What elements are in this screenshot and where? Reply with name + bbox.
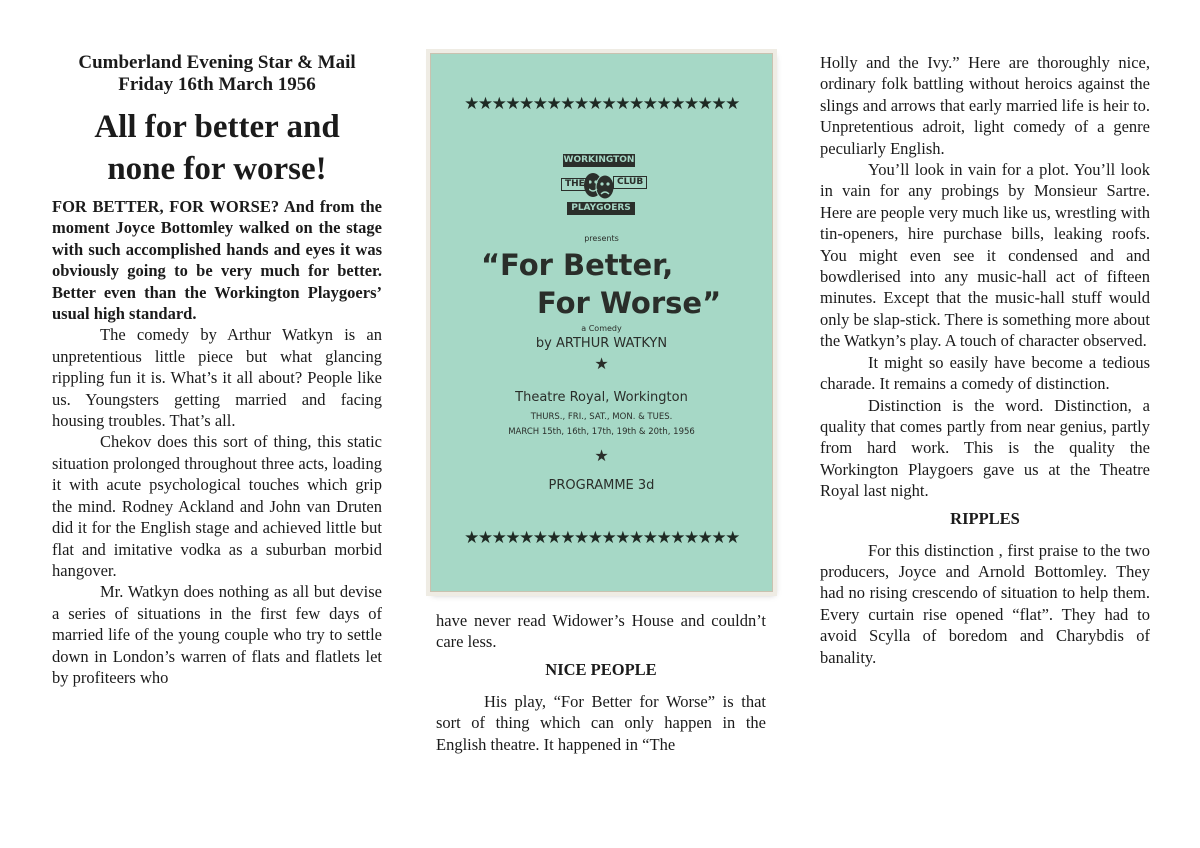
- middle-column: [436, 610, 766, 755]
- logo-playgoers-text: PLAYGOERS: [567, 202, 635, 215]
- star-icon: ★: [594, 354, 609, 373]
- programme-dates: MARCH 15th, 16th, 17th, 19th & 20th, 1956: [508, 427, 695, 437]
- programme-genre: a Comedy: [581, 324, 622, 333]
- lead-paragraph: FOR BETTER, FOR WORSE? And from the moment Joyce Bottomley walked on the stage with such accomplished hands and eyes it was obviously going to be very much for better. Better even than the Workington Playgoers’ usual high standard.: [52, 197, 382, 324]
- masthead-date: Friday 16th March 1956: [118, 74, 316, 95]
- body-paragraph: His play, “For Better for Worse” is that sort of thing which can only happen in the English theatre. It happened in “The: [436, 691, 766, 754]
- programme-days: THURS., FRI., SAT., MON. & TUES.: [530, 412, 673, 422]
- headline: [52, 106, 382, 190]
- programme-price: PROGRAMME 3d: [548, 478, 655, 493]
- programme-cover-image: [430, 53, 773, 592]
- programme-title-line-2: For Worse”: [537, 286, 722, 320]
- continuation-paragraph: have never read Widower’s House and couldn’t care less.: [436, 611, 766, 652]
- subhead-ripples: RIPPLES: [950, 508, 1020, 528]
- headline-line-1: All for better and: [94, 109, 340, 145]
- body-paragraph: For this distinction , first praise to the two producers, Joyce and Arnold Bottomley. They had no rising crescendo of situation to help them. Every curtain rise opened “flat”. They had to avoid Scylla of boredom and Charybdis of banality.: [820, 540, 1150, 667]
- continuation-paragraph: Holly and the Ivy.” Here are thoroughly nice, ordinary folk battling without heroics against the slings and arrows that early married life is heir to. Unpretentious adroit, light comedy of a genre peculiarly English.: [820, 53, 1150, 158]
- subhead-nice-people: NICE PEOPLE: [545, 659, 657, 679]
- programme-author: by ARTHUR WATKYN: [535, 336, 668, 351]
- star-icon: ★: [594, 446, 609, 465]
- programme-title-line-1: “For Better,: [481, 248, 674, 282]
- programme-venue: Theatre Royal, Workington: [515, 390, 688, 405]
- playgoers-club-logo: [561, 154, 645, 220]
- body-paragraph: You’ll look in vain for a plot. You’ll look in vain for any probings by Monsieur Sartre. Here are people very much like us, wrestling with tin-openers, hire purchase bills, leaking roofs. You might even see it condensed and and bowdlerised into any music-hall act of fifteen minutes. Except that the music-hall stuff would only be slap-stick. There is something more about the Watkyn’s play. A touch of character observed.: [820, 160, 1150, 351]
- body-paragraph: It might so easily have become a tedious charade. It remains a comedy of distinction.: [820, 352, 1150, 394]
- body-paragraph: The comedy by Arthur Watkyn is an unpretentious little piece but what glancing rippling fun it is. What’s it all about? People like us. Youngsters getting married and facing housing troubles. That’s all.: [52, 325, 382, 431]
- programme-presents: presents: [584, 234, 619, 243]
- body-paragraph: Distinction is the word. Distinction, a quality that comes partly from near genius, partly from hard work. This is the quality the Workington Playgoers gave us at the Theatre Royal last night.: [820, 395, 1150, 501]
- headline-line-2: none for worse!: [107, 151, 327, 187]
- right-column: [820, 52, 1150, 668]
- body-paragraph: Chekov does this sort of thing, this static situation prolonged throughout three acts, loading it with acute psychological touches which grip the mind. Rodney Ackland and John van Druten did it for the English stage and achieved little but flat and imitative vodka as a suburban morbid hangover.: [52, 432, 382, 580]
- star-border-bottom: ★★★★★★★★★★★★★★★★★★★★: [464, 528, 739, 548]
- body-paragraph: Mr. Watkyn does nothing as all but devise a series of situations in the first few days of married life of the young couple who try to settle down in London’s warren of flats and flatlets let by profiteers who: [52, 582, 382, 687]
- logo-club-text: CLUB: [613, 176, 647, 189]
- left-column: [52, 52, 382, 688]
- logo-the-text: THE: [561, 178, 589, 191]
- masthead-newspaper: Cumberland Evening Star & Mail: [78, 52, 356, 73]
- star-border-top: ★★★★★★★★★★★★★★★★★★★★: [464, 94, 739, 114]
- logo-workington-text: WORKINGTON: [563, 155, 635, 165]
